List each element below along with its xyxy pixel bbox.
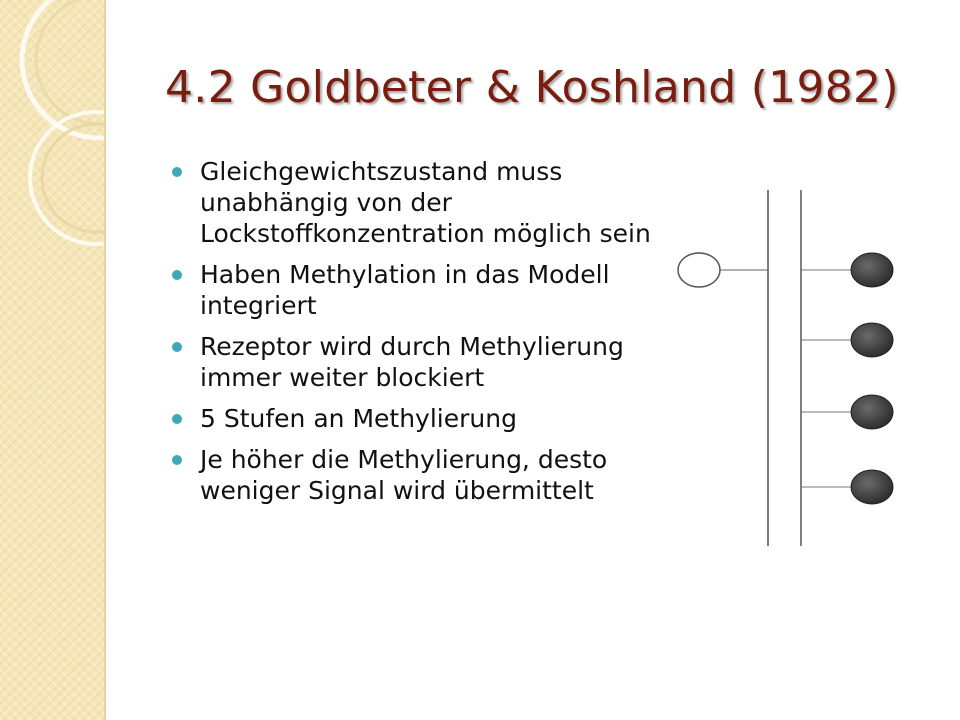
slide-title: 4.2 Goldbeter & Koshland (1982) — [165, 62, 899, 113]
bullet-text: Rezeptor wird durch Methylierung immer weiter blockiert — [200, 332, 624, 392]
bullet-marker-icon — [172, 455, 182, 465]
bullet-item — [168, 444, 708, 506]
bullet-item — [168, 156, 708, 249]
methylation-site-icon — [851, 253, 893, 287]
bullet-marker-icon — [172, 270, 182, 280]
decorative-side-band — [0, 0, 104, 720]
bullet-text: 5 Stufen an Methylierung — [200, 404, 517, 433]
methylation-site-icon — [851, 323, 893, 357]
bullet-list — [168, 156, 708, 516]
bullet-item — [168, 259, 708, 321]
decorative-circles — [0, 0, 104, 720]
bullet-item — [168, 331, 708, 393]
bullet-text: Haben Methylation in das Modell integriert — [200, 260, 610, 320]
bullet-text: Je höher die Methylierung, desto weniger Signal wird übermittelt — [200, 445, 608, 505]
bullet-item — [168, 403, 708, 434]
bullet-text: Gleichgewichtszustand muss unabhängig von der Lockstoffkonzentration möglich sein — [200, 157, 651, 248]
bullet-marker-icon — [172, 342, 182, 352]
ligand-binding-site-icon — [678, 253, 720, 287]
band-divider — [104, 0, 106, 720]
receptor-diagram — [672, 186, 902, 556]
methylation-site-icon — [851, 395, 893, 429]
bullet-marker-icon — [172, 167, 182, 177]
bullet-marker-icon — [172, 414, 182, 424]
methylation-site-icon — [851, 470, 893, 504]
